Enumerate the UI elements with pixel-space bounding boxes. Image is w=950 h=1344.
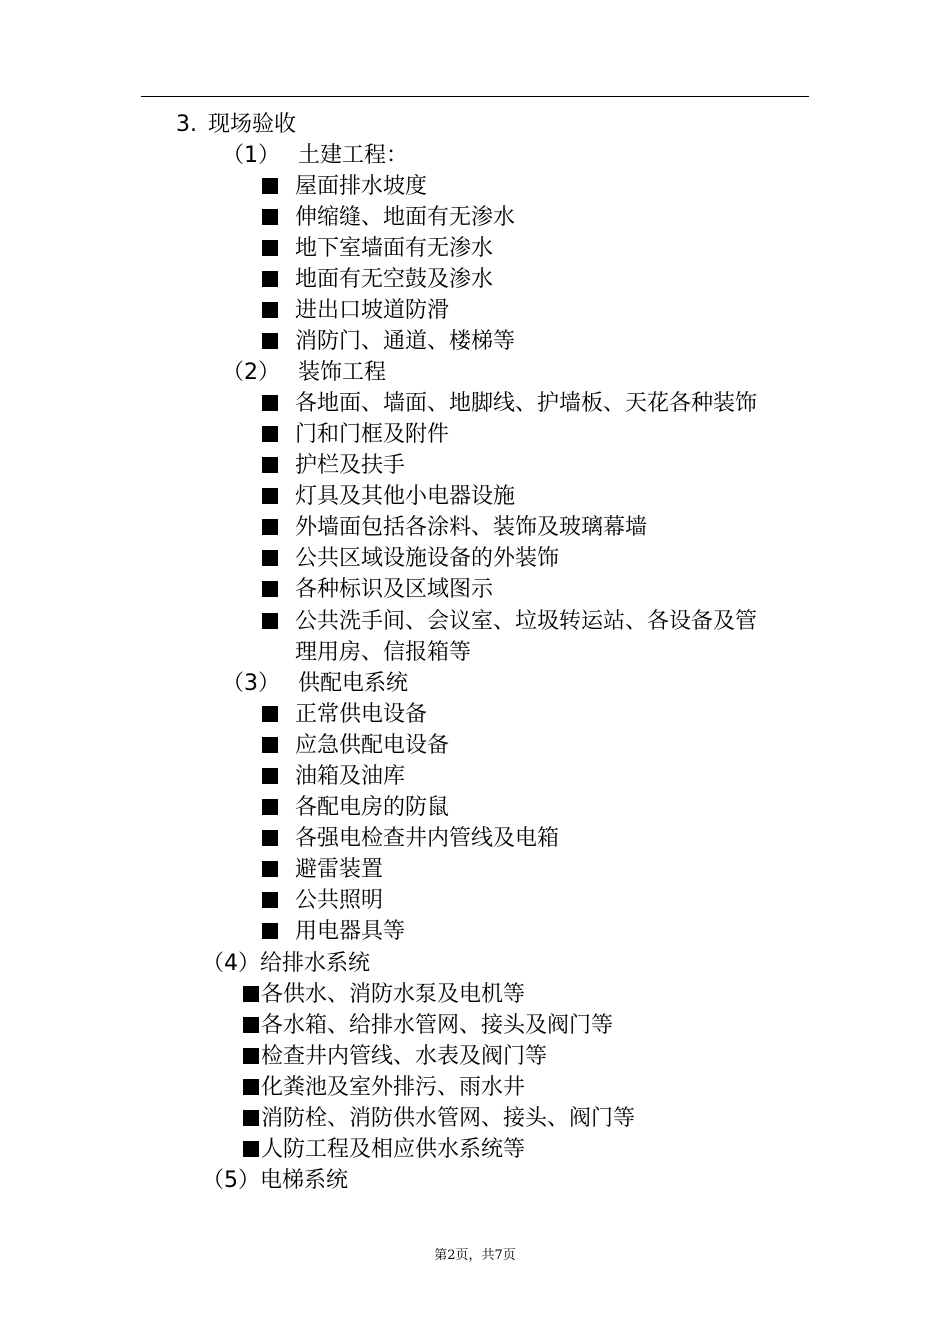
section-number: 3. — [176, 112, 197, 137]
square-bullet-icon — [243, 1079, 259, 1095]
group-heading-1 — [222, 142, 408, 170]
list-item: 进出口坡道防滑 — [262, 297, 449, 325]
list-item: 化粪池及室外排污、雨水井 — [243, 1074, 525, 1102]
group-heading-3 — [222, 670, 408, 698]
list-item: 外墙面包括各涂料、装饰及玻璃幕墙 — [262, 514, 647, 542]
group-label: （1） — [222, 143, 280, 168]
square-bullet-icon — [262, 892, 278, 908]
square-bullet-icon — [262, 240, 278, 256]
list-item: 避雷装置 — [262, 856, 383, 884]
square-bullet-icon — [262, 271, 278, 287]
square-bullet-icon — [243, 1017, 259, 1033]
list-item: 地下室墙面有无渗水 — [262, 235, 493, 263]
section-title: 现场验收 — [208, 112, 297, 137]
list-item: 用电器具等 — [262, 918, 405, 946]
group-heading-5: （5）电梯系统 — [202, 1168, 348, 1193]
list-item: 各地面、墙面、地脚线、护墙板、天花各种装饰 — [262, 390, 757, 418]
square-bullet-icon — [262, 426, 278, 442]
square-bullet-icon — [262, 550, 278, 566]
list-item: 门和门框及附件 — [262, 421, 449, 449]
square-bullet-icon — [262, 333, 278, 349]
square-bullet-icon — [262, 923, 278, 939]
group-title: 装饰工程 — [298, 360, 387, 385]
list-item: 伸缩缝、地面有无渗水 — [262, 204, 515, 232]
square-bullet-icon — [262, 302, 278, 318]
square-bullet-icon — [262, 830, 278, 846]
header-rule — [141, 96, 809, 97]
square-bullet-icon — [262, 395, 278, 411]
page-footer: 第2页，共7页 — [434, 1248, 516, 1263]
list-item: 消防门、通道、楼梯等 — [262, 328, 515, 356]
group-title: 土建工程： — [298, 143, 409, 168]
group-heading-2 — [222, 359, 386, 387]
list-item: 人防工程及相应供水系统等 — [243, 1136, 525, 1164]
square-bullet-icon — [262, 613, 278, 629]
square-bullet-icon — [243, 1110, 259, 1126]
list-item: 地面有无空鼓及渗水 — [262, 266, 493, 294]
group-label: （3） — [222, 671, 280, 696]
square-bullet-icon — [262, 768, 278, 784]
square-bullet-icon — [262, 737, 278, 753]
list-item: 应急供配电设备 — [262, 732, 449, 760]
square-bullet-icon — [262, 178, 278, 194]
square-bullet-icon — [243, 1048, 259, 1064]
list-item: 正常供电设备 — [262, 701, 427, 729]
square-bullet-icon — [243, 986, 259, 1002]
list-item: 各水箱、给排水管网、接头及阀门等 — [243, 1012, 613, 1040]
list-item: 油箱及油库 — [262, 763, 405, 791]
list-item-continuation: 理用房、信报箱等 — [295, 640, 472, 665]
square-bullet-icon — [243, 1141, 259, 1157]
group-label: （2） — [222, 360, 280, 385]
group-heading-4: （4）给排水系统 — [202, 951, 370, 976]
list-item: 检查井内管线、水表及阀门等 — [243, 1043, 547, 1071]
list-item: 各供水、消防水泵及电机等 — [243, 981, 525, 1009]
square-bullet-icon — [262, 488, 278, 504]
list-item: 屋面排水坡度 — [262, 173, 427, 201]
list-item: 各配电房的防鼠 — [262, 794, 449, 822]
list-item: 护栏及扶手 — [262, 452, 405, 480]
list-item: 消防栓、消防供水管网、接头、阀门等 — [243, 1105, 635, 1133]
list-item: 灯具及其他小电器设施 — [262, 483, 515, 511]
list-item: 各强电检查井内管线及电箱 — [262, 825, 559, 853]
list-item: 公共照明 — [262, 887, 383, 915]
list-item: 公共洗手间、会议室、垃圾转运站、各设备及管 — [262, 608, 757, 636]
square-bullet-icon — [262, 519, 278, 535]
square-bullet-icon — [262, 209, 278, 225]
square-bullet-icon — [262, 581, 278, 597]
list-item: 公共区域设施设备的外装饰 — [262, 545, 559, 573]
square-bullet-icon — [262, 799, 278, 815]
square-bullet-icon — [262, 457, 278, 473]
square-bullet-icon — [262, 706, 278, 722]
square-bullet-icon — [262, 861, 278, 877]
group-title: 供配电系统 — [298, 671, 409, 696]
section-heading — [176, 111, 296, 139]
list-item: 各种标识及区域图示 — [262, 576, 493, 604]
